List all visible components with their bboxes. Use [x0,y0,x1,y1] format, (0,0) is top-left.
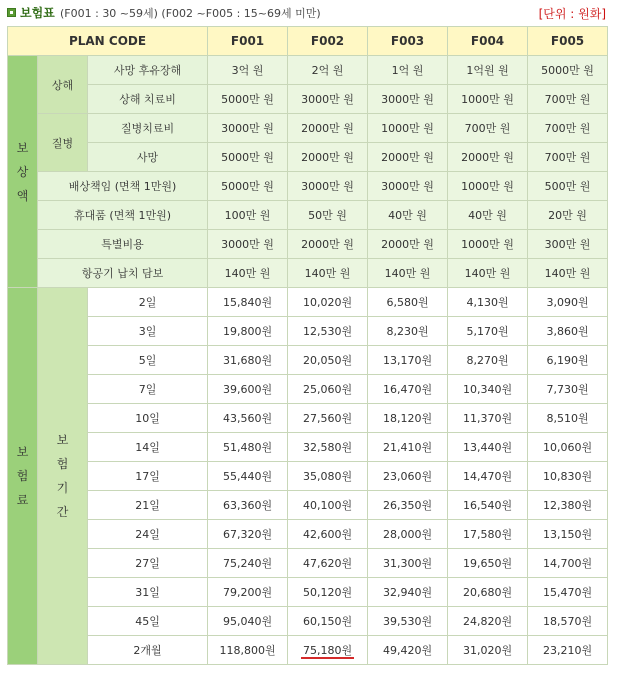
premium-amount: 14,700원 [542,557,593,570]
premium-amount: 12,380원 [542,499,593,512]
insurance-table [7,26,608,665]
premium-amount-cell [368,288,448,317]
premium-amount-cell [448,607,528,636]
coverage-item-label: 특별비용 [38,230,208,259]
premium-amount-cell [288,346,368,375]
coverage-amount-cell: 700만 원 [528,85,608,114]
premium-amount: 40,100원 [302,499,353,512]
premium-amount: 17,580원 [462,528,513,541]
coverage-row [8,172,608,201]
premium-row [8,520,608,549]
coverage-row [8,85,608,114]
period-label-char: 보 [56,433,69,447]
premium-row [8,404,608,433]
coverage-amount-cell: 100만 원 [208,201,288,230]
premium-amount: 35,080원 [302,470,353,483]
coverage-amount-cell: 3억 원 [208,56,288,85]
premium-amount: 16,540원 [462,499,513,512]
period-label-char: 간 [56,505,69,519]
premium-amount-cell [528,433,608,462]
period-cell: 31일 [88,578,208,607]
currency-unit-note: [단위 : 원화] [538,7,606,21]
premium-amount: 27,560원 [302,412,353,425]
plan-header: F002 [288,27,368,56]
premium-amount: 20,680원 [462,586,513,599]
period-label-char: 험 [56,457,69,471]
period-cell: 14일 [88,433,208,462]
premium-amount: 28,000원 [382,528,433,541]
premium-row [8,317,608,346]
premium-row [8,578,608,607]
coverage-amount-cell: 3000만 원 [208,230,288,259]
injury-subgroup-label: 상해 [38,56,88,114]
premium-amount-cell [288,607,368,636]
premium-amount-cell [528,607,608,636]
coverage-amount-cell: 140만 원 [528,259,608,288]
premium-amount: 55,440원 [222,470,273,483]
premium-amount-cell [368,404,448,433]
premium-amount-cell [208,346,288,375]
premium-amount-cell [208,462,288,491]
coverage-amount-cell: 300만 원 [528,230,608,259]
premium-amount: 3,860원 [546,325,589,338]
coverage-group-label [8,56,38,288]
premium-amount: 31,300원 [382,557,433,570]
premium-amount: 32,580원 [302,441,353,454]
period-cell: 5일 [88,346,208,375]
premium-amount-cell [528,404,608,433]
premium-amount-cell [368,491,448,520]
premium-amount-cell [288,578,368,607]
premium-amount: 10,020원 [302,296,353,309]
coverage-amount-cell: 5000만 원 [528,56,608,85]
premium-amount: 8,230원 [386,325,429,338]
premium-amount-cell [208,607,288,636]
premium-amount-cell [448,375,528,404]
premium-group-char: 험 [16,469,29,483]
premium-row [8,607,608,636]
premium-amount: 19,800원 [222,325,273,338]
premium-amount: 14,470원 [462,470,513,483]
period-cell: 17일 [88,462,208,491]
premium-amount: 19,650원 [462,557,513,570]
premium-amount-cell [368,549,448,578]
coverage-amount-cell: 2000만 원 [368,230,448,259]
premium-amount-cell [288,317,368,346]
premium-amount: 16,470원 [382,383,433,396]
premium-amount-cell [448,404,528,433]
premium-amount: 60,150원 [302,615,353,628]
premium-amount-cell [368,317,448,346]
coverage-item-label: 사망 [88,143,208,172]
premium-amount: 26,350원 [382,499,433,512]
premium-amount-cell [288,636,368,665]
period-cell: 2개월 [88,636,208,665]
bullet-icon [7,8,16,17]
premium-amount: 51,480원 [222,441,273,454]
coverage-amount-cell: 500만 원 [528,172,608,201]
coverage-item-label: 휴대품 (면책 1만원) [38,201,208,230]
premium-amount-cell [288,520,368,549]
premium-amount-cell [368,375,448,404]
period-cell: 3일 [88,317,208,346]
premium-amount-cell [208,375,288,404]
coverage-amount-cell: 5000만 원 [208,85,288,114]
premium-amount-cell [528,549,608,578]
coverage-amount-cell: 700만 원 [528,143,608,172]
premium-amount-cell [208,636,288,665]
period-cell: 10일 [88,404,208,433]
coverage-row [8,143,608,172]
premium-amount-cell [208,578,288,607]
coverage-amount-cell: 1억 원 [368,56,448,85]
premium-amount: 25,060원 [302,383,353,396]
premium-amount-cell [368,520,448,549]
premium-amount: 6,190원 [546,354,589,367]
premium-amount: 39,600원 [222,383,273,396]
premium-amount-cell [528,346,608,375]
period-cell: 24일 [88,520,208,549]
premium-group-label [8,288,38,665]
premium-amount-cell [528,375,608,404]
coverage-amount-cell: 50만 원 [288,201,368,230]
premium-amount: 11,370원 [462,412,513,425]
coverage-amount-cell: 1000만 원 [448,230,528,259]
plan-code-label: PLAN CODE [8,27,208,56]
coverage-item-label: 질병치료비 [88,114,208,143]
premium-amount: 8,270원 [466,354,509,367]
coverage-amount-cell: 2000만 원 [288,143,368,172]
premium-group-char: 료 [16,493,29,507]
coverage-amount-cell: 2000만 원 [368,143,448,172]
age-range-note: (F001 : 30 ~59세) (F002 ~F005 : 15~69세 미만) [60,7,321,20]
period-cell: 27일 [88,549,208,578]
premium-amount-cell [528,288,608,317]
premium-amount: 13,170원 [382,354,433,367]
premium-amount-cell [448,549,528,578]
premium-amount-cell [288,404,368,433]
premium-amount: 13,440원 [462,441,513,454]
premium-amount-cell [208,491,288,520]
coverage-row [8,201,608,230]
plan-code-header-row [8,27,608,56]
coverage-amount-cell: 1000만 원 [448,172,528,201]
coverage-item-label: 상해 치료비 [88,85,208,114]
premium-amount: 18,120원 [382,412,433,425]
premium-row [8,549,608,578]
premium-amount: 47,620원 [302,557,353,570]
coverage-amount-cell: 700만 원 [448,114,528,143]
period-cell: 21일 [88,491,208,520]
premium-amount-cell [288,462,368,491]
section-title: 보험표 [20,6,55,20]
coverage-amount-cell: 1000만 원 [368,114,448,143]
coverage-amount-cell: 140만 원 [448,259,528,288]
premium-amount: 31,680원 [222,354,273,367]
premium-amount: 8,510원 [546,412,589,425]
coverage-amount-cell: 40만 원 [368,201,448,230]
coverage-amount-cell: 700만 원 [528,114,608,143]
period-cell: 2일 [88,288,208,317]
coverage-amount-cell: 140만 원 [288,259,368,288]
premium-amount-cell [288,491,368,520]
coverage-amount-cell: 40만 원 [448,201,528,230]
premium-amount: 21,410원 [382,441,433,454]
premium-row [8,346,608,375]
coverage-item-label: 항공기 납치 담보 [38,259,208,288]
premium-amount-cell [528,578,608,607]
premium-amount-cell [368,636,448,665]
premium-amount-cell [208,288,288,317]
premium-amount-cell [208,549,288,578]
premium-amount: 49,420원 [382,644,433,657]
premium-group-char: 보 [16,445,29,459]
plan-header: F004 [448,27,528,56]
coverage-item-label: 사망 후유장해 [88,56,208,85]
premium-amount: 75,240원 [222,557,273,570]
premium-amount: 12,530원 [302,325,353,338]
premium-amount-cell [528,520,608,549]
premium-amount: 3,090원 [546,296,589,309]
premium-amount: 5,170원 [466,325,509,338]
coverage-row [8,56,608,85]
coverage-amount-cell: 3000만 원 [368,85,448,114]
premium-amount-cell [208,433,288,462]
premium-amount: 79,200원 [222,586,273,599]
plan-header: F005 [528,27,608,56]
premium-amount-cell [288,375,368,404]
premium-amount-cell [208,404,288,433]
premium-amount-cell [528,317,608,346]
table-header [0,0,624,26]
coverage-amount-cell: 140만 원 [208,259,288,288]
premium-amount: 7,730원 [546,383,589,396]
coverage-amount-cell: 3000만 원 [288,172,368,201]
premium-amount: 6,580원 [386,296,429,309]
premium-amount-cell [448,288,528,317]
coverage-amount-cell: 140만 원 [368,259,448,288]
premium-row [8,462,608,491]
premium-amount: 43,560원 [222,412,273,425]
coverage-row [8,259,608,288]
coverage-item-label: 배상책임 (면책 1만원) [38,172,208,201]
premium-amount-cell [288,288,368,317]
premium-amount: 15,470원 [542,586,593,599]
coverage-amount-cell: 3000만 원 [288,85,368,114]
coverage-amount-cell: 3000만 원 [368,172,448,201]
premium-amount: 67,320원 [222,528,273,541]
premium-amount: 118,800원 [219,644,276,657]
premium-amount: 50,120원 [302,586,353,599]
premium-amount: 20,050원 [302,354,353,367]
premium-amount: 31,020원 [462,644,513,657]
premium-amount-cell [448,317,528,346]
premium-amount-cell [448,636,528,665]
premium-row [8,491,608,520]
coverage-amount-cell: 5000만 원 [208,172,288,201]
coverage-amount-cell: 2000만 원 [288,114,368,143]
premium-amount-cell [448,578,528,607]
premium-amount: 18,570원 [542,615,593,628]
premium-row [8,636,608,665]
premium-amount-cell [448,433,528,462]
coverage-amount-cell: 3000만 원 [208,114,288,143]
premium-amount: 23,060원 [382,470,433,483]
premium-amount-cell [448,462,528,491]
premium-amount: 95,040원 [222,615,273,628]
premium-amount: 4,130원 [466,296,509,309]
premium-amount: 10,830원 [542,470,593,483]
premium-amount-cell [528,636,608,665]
premium-amount: 39,530원 [382,615,433,628]
premium-amount-cell [368,346,448,375]
premium-amount: 23,210원 [542,644,593,657]
period-label-char: 기 [56,481,69,495]
premium-amount: 10,060원 [542,441,593,454]
premium-amount-cell [368,607,448,636]
coverage-group-char: 액 [16,188,29,203]
premium-row [8,433,608,462]
period-label [38,288,88,665]
coverage-amount-cell: 2000만 원 [448,143,528,172]
coverage-amount-cell: 2000만 원 [288,230,368,259]
illness-subgroup-label: 질병 [38,114,88,172]
premium-amount: 42,600원 [302,528,353,541]
premium-amount-cell [368,462,448,491]
coverage-row [8,230,608,259]
coverage-amount-cell: 20만 원 [528,201,608,230]
plan-header: F001 [208,27,288,56]
coverage-group-char: 상 [16,164,29,179]
premium-amount-cell [448,346,528,375]
coverage-amount-cell: 1억원 원 [448,56,528,85]
coverage-row [8,114,608,143]
premium-amount-cell [448,491,528,520]
premium-amount-cell [528,491,608,520]
premium-amount: 32,940원 [382,586,433,599]
premium-amount-cell [208,520,288,549]
premium-amount: 63,360원 [222,499,273,512]
coverage-amount-cell: 2억 원 [288,56,368,85]
premium-row [8,375,608,404]
coverage-amount-cell: 5000만 원 [208,143,288,172]
premium-amount-cell [448,520,528,549]
plan-header: F003 [368,27,448,56]
premium-amount-cell [288,549,368,578]
premium-amount: 13,150원 [542,528,593,541]
coverage-amount-cell: 1000만 원 [448,85,528,114]
premium-amount-cell [288,433,368,462]
premium-amount-cell [368,433,448,462]
premium-amount: 24,820원 [462,615,513,628]
premium-amount: 15,840원 [222,296,273,309]
coverage-group-char: 보 [16,140,29,155]
premium-row [8,288,608,317]
period-cell: 7일 [88,375,208,404]
premium-amount-cell [208,317,288,346]
period-cell: 45일 [88,607,208,636]
premium-amount-cell [528,462,608,491]
premium-amount-cell [368,578,448,607]
premium-amount: 75,180원 [302,644,353,657]
premium-amount: 10,340원 [462,383,513,396]
